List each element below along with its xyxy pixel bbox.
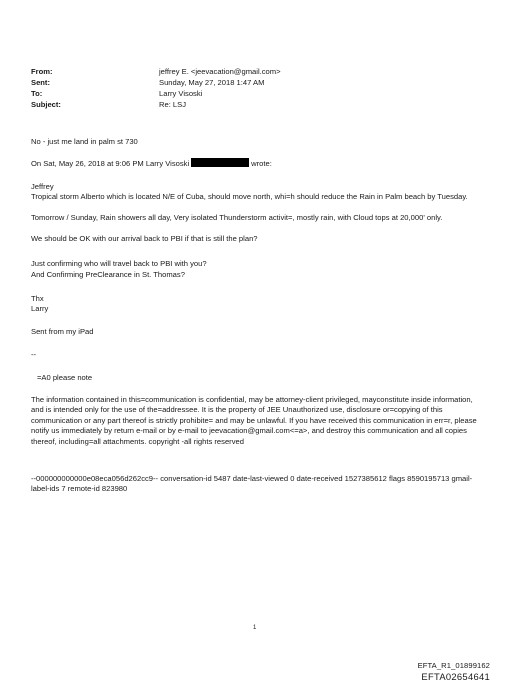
- signature-line: Larry: [31, 304, 49, 313]
- redaction-block: [191, 158, 249, 167]
- weather-paragraph-1: Tropical storm Alberto which is located N/E of Cuba, should move north, whi=h should reduce the Rain in Palm beach by Tuesday.: [31, 192, 468, 201]
- subject-label: Subject:: [31, 100, 61, 109]
- greeting: Jeffrey: [31, 182, 54, 191]
- to-label: To:: [31, 89, 43, 98]
- to-row: [31, 88, 471, 99]
- sent-from-line: Sent from my iPad: [31, 327, 94, 336]
- note-line: =A0 please note: [37, 373, 93, 382]
- thanks-line: Thx: [31, 294, 44, 303]
- travel-question: Just confirming who will travel back to PBI with you?: [31, 259, 207, 268]
- to-value: Larry Visoski: [159, 89, 203, 98]
- subject-row: [31, 99, 471, 110]
- quote-intro: [31, 158, 486, 169]
- from-label: From:: [31, 67, 53, 76]
- quote-intro-start: On Sat, May 26, 2018 at 9:06 PM Larry Visoski: [31, 159, 190, 168]
- reply-line: No - just me land in palm st 730: [31, 137, 138, 146]
- subject-value: Re: LSJ: [159, 100, 187, 109]
- bates-number-large: EFTA02654641: [421, 671, 490, 682]
- from-row: [31, 66, 471, 77]
- message-metadata: --000000000000e08eca056d262cc9-- conversation-id 5487 date-last-viewed 0 date-received 1527385612 flags 8590195713 gmail-label-ids 7 remote-id 823980: [31, 474, 473, 494]
- email-header: [31, 66, 471, 110]
- from-value: jeffrey E. <jeevacation@gmail.com>: [159, 67, 281, 76]
- preclearance-question: And Confirming PreClearance in St. Thomas?: [31, 270, 185, 279]
- confidentiality-disclaimer: The information contained in this=communication is confidential, may be attorney-client privileged, mayconstitute inside information, and is intended only for the use of the=addressee. It is the property of JEE Unauthorized use, disclosure or=copying of this communication or any part thereof is strictly prohibite= and may be unlawful. If you have received this communication in err=r, please notify us immediately by return e-mail or by e-mail to jeevacation@gmail.com<=a>, and destroy this communication and all copies thereof, including=all attachments. copyright -all rights reserved: [31, 395, 477, 446]
- page-number: 1: [253, 625, 257, 631]
- bates-number-small: EFTA_R1_01899162: [417, 661, 490, 670]
- separator-line: --: [31, 350, 37, 359]
- quote-intro-end: wrote:: [251, 159, 272, 168]
- sent-row: [31, 77, 471, 88]
- weather-paragraph-3: We should be OK with our arrival back to PBI if that is still the plan?: [31, 234, 258, 243]
- weather-paragraph-2: Tomorrow / Sunday, Rain showers all day, Very isolated Thunderstorm activit=, mostly rain, with Cloud tops at 20,000' only.: [31, 213, 443, 222]
- sent-value: Sunday, May 27, 2018 1:47 AM: [159, 78, 265, 87]
- sent-label: Sent:: [31, 78, 50, 87]
